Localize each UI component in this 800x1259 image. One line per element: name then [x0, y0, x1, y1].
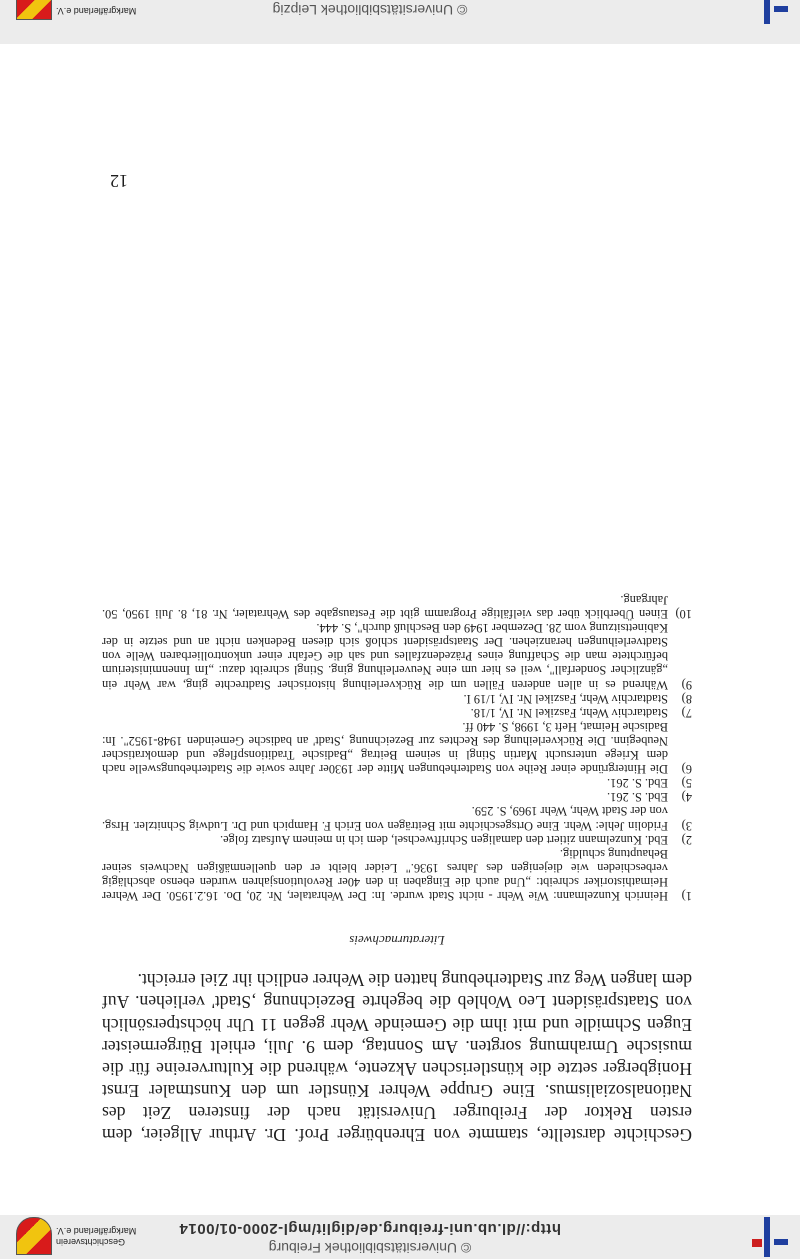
society-name: Geschichtsverein — [56, 1237, 126, 1247]
society-region: Markgräflerland e.V. — [56, 1226, 137, 1236]
footnote: 9) Während es in allen anderen Fällen um die Rückverleihung historischer Stadtrechte ging, war Wehr ein „gänzlicher Sonderfall", weil es hier um eine Neuverleihung ging. Stingl schreibt dazu: „Im Innenministerium befürchtete man die Schaffung eines Präzedenzfalles und sah die Gefahr einer unkontrollierbaren Welle von Stadtverleihungen heranziehen. Der Staatspräsident schloß sich diesen Bedenken nicht an und setzte in der Kabinettsitzung vom 28. Dezember 1949 den Beschluß durch", S. 444. — [102, 621, 692, 692]
footnote: 10) Einen Überblick über das vielfältige Programm gibt die Festausgabe des Wehrataler, Nr. 81, 8. Juli 1950, 50. Jahrgang. — [102, 593, 692, 622]
footnote: 8) Stadtarchiv Wehr, Faszikel Nr. IV, 1/19 I. — [463, 691, 692, 706]
society-region: Markgräflerland e.V. — [56, 6, 137, 16]
section-heading: Literaturnachweis — [349, 933, 445, 948]
body-paragraph: Geschichte darstellte, stammte von Ehrenbürger Prof. Dr. Arthur Allgeier, dem ersten Rektor der Freiburger Universität nach der finsteren Zeit des Nationalsozialismus. Eine Gruppe Wehrer Künstler um den Kunstmaler Ernst Honigberger setzte die künstlerischen Akzente, während die Kulturvereine für die musische Umrahmung sorgten. Am Sonntag, dem 9. Juli, erhielt Bürgermeister Eugen Schmidle und mit ihm die Gemeinde Wehr gegen 11 Uhr höchstpersönlich von Staatspräsident Leo Wohleb die begehrte Bezeichnung ‚Stadt' verliehen. Auf dem langen Weg zur Stadterhebung hatten die Wehrer endlich ihr Ziel erreicht. — [102, 970, 692, 1145]
footnote: 7) Stadtarchiv Wehr, Faszikel Nr. IV, 1/18. — [470, 705, 692, 720]
coat-of-arms-icon — [16, 1217, 52, 1255]
page-number: 12 — [110, 171, 128, 191]
copyright-text: © Universitätsbibliothek Leipzig — [272, 2, 468, 18]
body-text — [102, 969, 692, 1146]
source-url[interactable]: http://dl.ub.uni-freiburg.de/diglit/mgl-2000-01/0014 — [179, 1220, 561, 1237]
footnotes — [102, 593, 692, 903]
footnote: 6) Die Hintergründe einer Reihe von Stadterhebungen Mitte der 1930er Jahre sowie die Stadterhebungswelle nach dem Kriege untersucht Martin Stingl in seinem Beitrag „Badische Traditionspflege und demokratischer Neubeginn. Die Rückverleihung des Rechtes zur Bezeichnung ‚Stadt' an badische Gemeinden 1948-1952". In: Badische Heimat, Heft 3, 1998, S. 440 ff. — [102, 719, 692, 777]
footnote: 3) Fridolin Jehle: Wehr. Eine Ortsgeschichte mit Beiträgen von Erich F. Hampich und Dr. Ludwig Schnitzler. Hrsg. von der Stadt Wehr, Wehr 1969, S. 259. — [102, 804, 692, 833]
copyright-text: © Universitätsbibliothek Freiburg — [268, 1240, 472, 1256]
bottom-banner — [0, 0, 800, 44]
library-logo-icon — [748, 0, 788, 24]
library-logo-icon — [748, 1217, 788, 1257]
top-banner — [0, 1215, 800, 1259]
footnote: 5) Ebd. S. 261. — [607, 776, 692, 791]
footnote: 4) Ebd. S. 261. — [607, 790, 692, 805]
footnote: 1) Heinrich Kunzelmann: Wie Wehr - nicht Stadt wurde. In: Der Wehrataler, Nr. 20, Do. 16.2.1950. Der Wehrer Heimathistoriker schreibt: „Und auch die Eingaben in den 40er Revolutionsjahren wurden ebenso abschlägig verbeschieden wie diejenigen des Jahres 1936." Leider bleibt er den quellenmäßigen Nachweis seiner Behauptung schuldig. — [102, 846, 692, 903]
coat-of-arms-icon — [16, 0, 52, 20]
footnote: 2) Ebd. Kunzelmann zitiert den damaligen Schriftwechsel, dem ich in meinem Aufsatz folge. — [220, 832, 692, 847]
